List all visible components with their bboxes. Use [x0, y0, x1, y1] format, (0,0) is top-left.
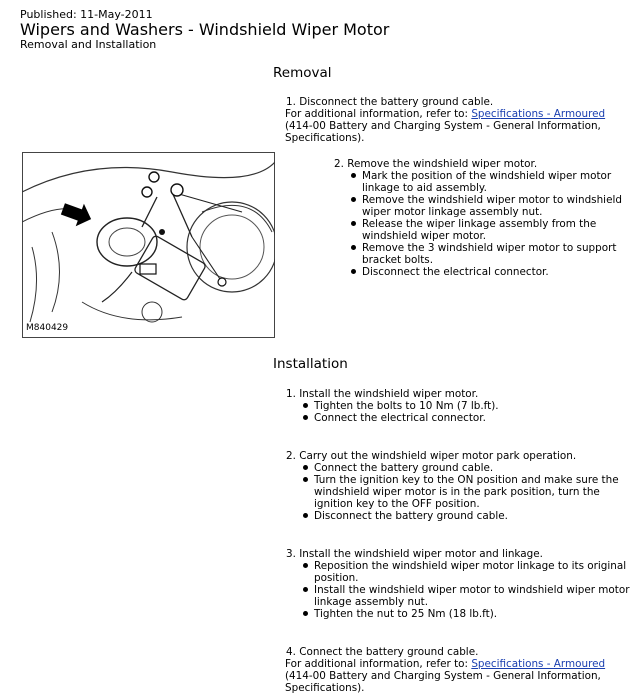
list-item: Connect the electrical connector. — [286, 412, 636, 424]
list-item: Turn the ignition key to the ON position and make sure the windshield wiper motor is in the park position, turn the ignition key to the OFF position. — [286, 474, 636, 510]
page-subtitle: Removal and Installation — [20, 38, 157, 51]
installation-heading: Installation — [273, 356, 348, 372]
installation-step-1-list — [286, 400, 636, 424]
installation-step-2-list — [286, 462, 636, 522]
published-date: Published: 11-May-2011 — [20, 8, 153, 21]
list-item: Mark the position of the windshield wiper motor linkage to aid assembly. — [334, 170, 634, 194]
figure-caption: M840429 — [26, 323, 69, 333]
removal-step-1-text: 1. Disconnect the battery ground cable. — [286, 96, 494, 108]
list-item: Install the windshield wiper motor to windshield wiper motor linkage assembly nut. — [286, 584, 636, 608]
page-title: Wipers and Washers - Windshield Wiper Motor — [20, 20, 390, 39]
installation-step-4-reference — [285, 658, 636, 694]
list-item: Tighten the bolts to 10 Nm (7 lb.ft). — [286, 400, 636, 412]
specifications-link[interactable]: Specifications - Armoured — [471, 108, 606, 120]
installation-step-2-text: 2. Carry out the windshield wiper motor park operation. — [286, 450, 577, 462]
reference-prefix: For additional information, refer to: — [285, 108, 472, 120]
installation-step-3-text: 3. Install the windshield wiper motor and linkage. — [286, 548, 543, 560]
list-item: Disconnect the battery ground cable. — [286, 510, 636, 522]
installation-step-2 — [286, 450, 636, 522]
removal-step-2-text: 2. Remove the windshield wiper motor. — [334, 158, 538, 170]
removal-step-2 — [334, 158, 634, 278]
reference-suffix: (414-00 Battery and Charging System - General Information, Specifications). — [285, 120, 601, 144]
installation-step-1-text: 1. Install the windshield wiper motor. — [286, 388, 479, 400]
list-item: Release the wiper linkage assembly from the windshield wiper motor. — [334, 218, 634, 242]
list-item: Remove the 3 windshield wiper motor to support bracket bolts. — [334, 242, 634, 266]
list-item: Disconnect the electrical connector. — [334, 266, 634, 278]
installation-step-4-text: 4. Connect the battery ground cable. — [286, 646, 479, 658]
removal-step-1 — [286, 96, 636, 144]
installation-step-4 — [286, 646, 636, 694]
installation-step-3-list — [286, 560, 636, 620]
list-item: Remove the windshield wiper motor to windshield wiper motor linkage assembly nut. — [334, 194, 634, 218]
removal-step-2-list — [334, 170, 634, 278]
removal-step-1-reference — [285, 108, 636, 144]
specifications-link[interactable]: Specifications - Armoured — [471, 658, 606, 670]
reference-prefix: For additional information, refer to: — [285, 658, 472, 670]
removal-heading: Removal — [273, 65, 332, 81]
list-item: Reposition the windshield wiper motor linkage to its original position. — [286, 560, 636, 584]
list-item: Connect the battery ground cable. — [286, 462, 636, 474]
installation-step-1 — [286, 388, 636, 424]
reference-suffix: (414-00 Battery and Charging System - General Information, Specifications). — [285, 670, 601, 694]
installation-step-3 — [286, 548, 636, 620]
wiper-motor-diagram — [22, 152, 275, 338]
list-item: Tighten the nut to 25 Nm (18 lb.ft). — [286, 608, 636, 620]
wiper-motor-illustration — [22, 152, 275, 338]
